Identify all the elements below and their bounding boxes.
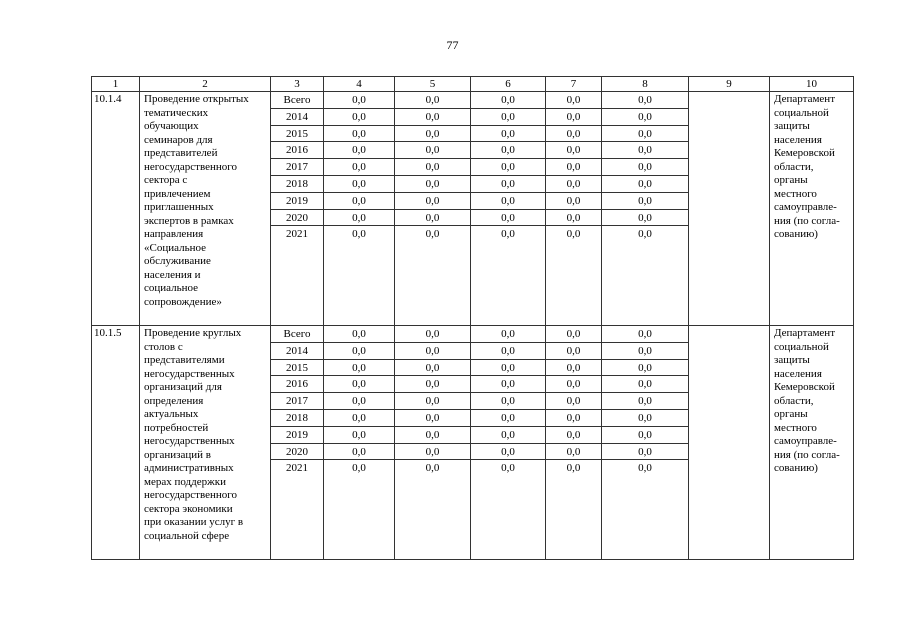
value-cell: 0,0 [395, 126, 470, 143]
value-cell: 0,0 [501, 462, 515, 475]
value-column [471, 326, 546, 560]
activity-name-line: обучающих [144, 120, 199, 132]
activity-name-line: потребностей [144, 421, 209, 434]
value-cell: 0,0 [324, 360, 394, 377]
value-cell: 0,0 [395, 142, 470, 159]
year-cell: 2018 [271, 410, 323, 427]
value-cell: 0,0 [471, 410, 545, 427]
year-cell: 2018 [271, 176, 323, 193]
value-cell: 0,0 [546, 193, 601, 210]
value-column [602, 92, 689, 326]
value-cell: 0,0 [352, 462, 366, 475]
department-line: Кемеровской [774, 381, 835, 393]
department-line: органы [774, 174, 808, 186]
value-cell: 0,0 [602, 410, 688, 427]
value-cell: 0,0 [395, 159, 470, 176]
header-cell: 8 [602, 77, 689, 92]
value-cell: 0,0 [602, 176, 688, 193]
activity-name-line: сопровождение» [144, 295, 222, 308]
value-cell: 0,0 [395, 427, 470, 444]
department-line: ния (по согла- [774, 214, 840, 227]
department-line: населения [774, 367, 822, 380]
value-cell: 0,0 [471, 360, 545, 377]
value-cell: 0,0 [546, 126, 601, 143]
empty-cell [689, 92, 770, 326]
value-cell: 0,0 [546, 360, 601, 377]
activity-code-text: 10.1.4 [94, 93, 122, 105]
activity-name-line: социальной сфере [144, 529, 230, 542]
department-line: сованию) [774, 228, 818, 240]
value-cell: 0,0 [546, 410, 601, 427]
activity-name-line: Проведение круглых [144, 327, 242, 339]
value-cell: 0,0 [546, 326, 601, 343]
value-column [546, 92, 602, 326]
department-line: Кемеровской [774, 147, 835, 159]
department-line: населения [774, 133, 822, 146]
value-cell: 0,0 [471, 109, 545, 126]
value-cell: 0,0 [471, 427, 545, 444]
department-line: области, [774, 160, 814, 173]
activity-name-line: негосударственных [144, 367, 235, 380]
activity-name-line: приглашенных [144, 201, 214, 213]
department-line: социальной [774, 340, 829, 353]
year-column [271, 326, 324, 560]
value-cell: 0,0 [471, 92, 545, 109]
department-line: местного [774, 421, 817, 434]
activity-name-line: мерах поддержки [144, 475, 226, 488]
value-cell: 0,0 [546, 176, 601, 193]
responsible-department [770, 326, 854, 560]
department-line: сованию) [774, 462, 818, 474]
value-column [395, 326, 471, 560]
activity-name-line: при оказании услуг в [144, 516, 244, 528]
year-cell: 2017 [271, 393, 323, 410]
activity-name-line: экспертов в рамках [144, 214, 234, 227]
value-column [324, 326, 395, 560]
value-cell: 0,0 [395, 210, 470, 227]
activity-name-line: определения [144, 394, 204, 407]
header-cell: 6 [471, 77, 546, 92]
activity-name-line: административных [144, 462, 234, 474]
department-line: самоуправле- [774, 201, 837, 213]
value-cell: 0,0 [602, 210, 688, 227]
activity-name-line: организаций в [144, 448, 211, 461]
value-cell: 0,0 [602, 142, 688, 159]
value-cell: 0,0 [566, 462, 581, 475]
value-cell: 0,0 [471, 393, 545, 410]
activity-name-line: столов с [144, 340, 183, 353]
value-cell: 0,0 [471, 176, 545, 193]
value-cell: 0,0 [425, 228, 440, 241]
budget-table [91, 76, 854, 560]
value-column [324, 92, 395, 326]
value-cell: 0,0 [546, 109, 601, 126]
year-cell: 2017 [271, 159, 323, 176]
department-line: защиты [774, 120, 810, 132]
value-cell: 0,0 [395, 193, 470, 210]
value-cell: 0,0 [324, 343, 394, 360]
empty-cell [689, 326, 770, 560]
value-cell: 0,0 [546, 210, 601, 227]
activity-code [92, 92, 140, 326]
value-column [471, 92, 546, 326]
value-cell: 0,0 [395, 176, 470, 193]
value-cell: 0,0 [324, 393, 394, 410]
header-cell: 7 [546, 77, 602, 92]
activity-row [92, 92, 854, 326]
value-cell: 0,0 [324, 109, 394, 126]
department-line: области, [774, 394, 814, 407]
year-cell: 2014 [271, 343, 323, 360]
activity-code-text: 10.1.5 [94, 327, 122, 339]
header-cell: 3 [271, 77, 324, 92]
value-cell: 0,0 [471, 343, 545, 360]
page-number: 77 [446, 38, 459, 52]
value-cell: 0,0 [602, 393, 688, 410]
activity-row [92, 326, 854, 560]
value-cell: 0,0 [324, 176, 394, 193]
value-cell: 0,0 [471, 444, 545, 461]
value-cell: 0,0 [471, 126, 545, 143]
year-cell: 2020 [271, 210, 323, 227]
year-cell: 2015 [271, 126, 323, 143]
value-cell: 0,0 [501, 228, 515, 241]
activity-name [140, 92, 271, 326]
value-cell: 0,0 [395, 410, 470, 427]
value-column [395, 92, 471, 326]
department-line: ния (по согла- [774, 448, 840, 461]
value-cell: 0,0 [324, 376, 394, 393]
activity-name-line: негосударственных [144, 435, 235, 447]
value-cell: 0,0 [395, 376, 470, 393]
value-cell: 0,0 [324, 427, 394, 444]
activity-name-line: направления [144, 228, 204, 240]
year-cell: 2016 [271, 142, 323, 159]
header-cell: 1 [92, 77, 140, 92]
activity-name-line: представителями [144, 354, 225, 366]
year-cell: 2020 [271, 444, 323, 461]
department-line: Департамент [774, 327, 836, 339]
year-cell: 2016 [271, 376, 323, 393]
value-cell: 0,0 [546, 393, 601, 410]
value-cell: 0,0 [546, 159, 601, 176]
header-cell: 9 [689, 77, 770, 92]
activity-name-line: тематических [144, 106, 209, 119]
value-cell: 0,0 [324, 444, 394, 461]
value-cell: 0,0 [471, 210, 545, 227]
year-column [271, 92, 324, 326]
year-cell: 2019 [271, 193, 323, 210]
year-cell: 2019 [271, 427, 323, 444]
header-row [92, 77, 854, 92]
value-cell: 0,0 [602, 159, 688, 176]
department-line: Департамент [774, 93, 836, 105]
value-cell: 0,0 [471, 376, 545, 393]
activity-name-line: населения и [144, 268, 201, 281]
department-line: местного [774, 187, 817, 200]
department-line: социальной [774, 106, 829, 119]
header-cell: 5 [395, 77, 471, 92]
activity-name-line: привлечением [144, 187, 211, 200]
value-cell: 0,0 [602, 427, 688, 444]
value-cell: 0,0 [602, 376, 688, 393]
activity-name-line: Проведение открытых [144, 93, 249, 105]
value-cell: 0,0 [638, 462, 652, 475]
value-cell: 0,0 [395, 92, 470, 109]
value-cell: 0,0 [602, 326, 688, 343]
value-cell: 0,0 [324, 193, 394, 210]
year-cell: Всего [271, 92, 323, 109]
value-cell: 0,0 [324, 92, 394, 109]
value-cell: 0,0 [395, 360, 470, 377]
year-cell: Всего [271, 326, 323, 343]
value-cell: 0,0 [324, 159, 394, 176]
responsible-department [770, 92, 854, 326]
value-cell: 0,0 [324, 126, 394, 143]
value-cell: 0,0 [324, 326, 394, 343]
activity-code [92, 326, 140, 560]
activity-name-line: «Социальное [144, 241, 206, 254]
value-column [602, 326, 689, 560]
activity-name-line: сектора экономики [144, 502, 233, 515]
activity-name-line: представителей [144, 147, 218, 159]
value-cell: 0,0 [395, 326, 470, 343]
value-cell: 0,0 [566, 228, 581, 241]
activity-name-line: организаций для [144, 381, 222, 393]
activity-name-line: семинаров для [144, 133, 213, 146]
value-cell: 0,0 [395, 444, 470, 461]
department-line: самоуправле- [774, 435, 837, 447]
value-cell: 0,0 [395, 109, 470, 126]
year-cell: 2014 [271, 109, 323, 126]
value-cell: 0,0 [471, 193, 545, 210]
header-cell: 10 [770, 77, 854, 92]
value-cell: 0,0 [471, 326, 545, 343]
value-cell: 0,0 [602, 126, 688, 143]
value-cell: 0,0 [602, 444, 688, 461]
department-line: защиты [774, 354, 810, 366]
activity-name-line: обслуживание [144, 255, 211, 267]
value-cell: 0,0 [395, 343, 470, 360]
value-cell: 0,0 [324, 410, 394, 427]
value-cell: 0,0 [352, 228, 366, 241]
value-cell: 0,0 [471, 159, 545, 176]
department-line: органы [774, 408, 808, 420]
activity-name [140, 326, 271, 560]
activity-name-line: социальное [144, 282, 199, 294]
header-cell: 4 [324, 77, 395, 92]
value-cell: 0,0 [395, 393, 470, 410]
value-cell: 0,0 [638, 228, 652, 241]
value-cell: 0,0 [546, 343, 601, 360]
value-cell: 0,0 [602, 92, 688, 109]
value-cell: 0,0 [425, 462, 440, 475]
activity-name-line: актуальных [144, 408, 199, 420]
value-cell: 0,0 [546, 376, 601, 393]
value-cell: 0,0 [602, 193, 688, 210]
value-cell: 0,0 [546, 444, 601, 461]
value-cell: 0,0 [324, 142, 394, 159]
value-cell: 0,0 [602, 109, 688, 126]
year-cell: 2015 [271, 360, 323, 377]
value-cell: 0,0 [546, 92, 601, 109]
header-cell: 2 [140, 77, 271, 92]
value-cell: 0,0 [471, 142, 545, 159]
activity-name-line: негосударственного [144, 489, 238, 501]
value-column [546, 326, 602, 560]
activity-name-line: негосударственного [144, 160, 238, 173]
year-cell: 2021 [286, 462, 308, 475]
value-cell: 0,0 [324, 210, 394, 227]
value-cell: 0,0 [546, 142, 601, 159]
value-cell: 0,0 [602, 360, 688, 377]
year-cell: 2021 [286, 228, 308, 241]
value-cell: 0,0 [602, 343, 688, 360]
value-cell: 0,0 [546, 427, 601, 444]
activity-name-line: сектора с [144, 174, 188, 186]
